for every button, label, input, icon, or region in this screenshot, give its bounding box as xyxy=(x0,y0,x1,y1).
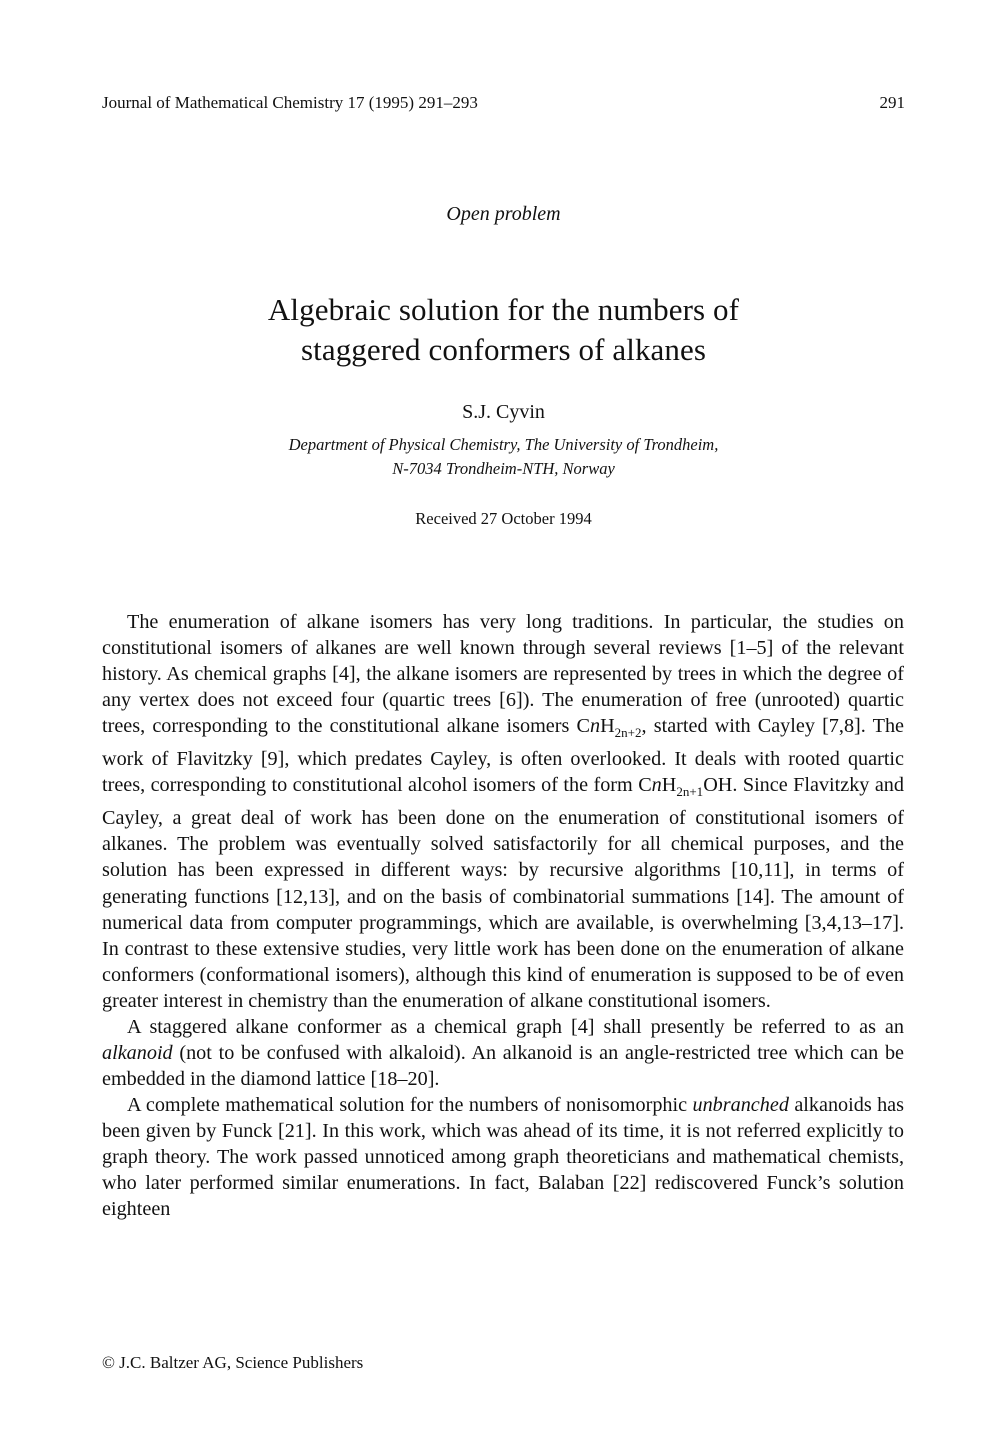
section-label: Open problem xyxy=(446,203,561,225)
paragraph-1-text-b: , started with Cayley [7,8]. The work of Flavitzky [9], which predates Cayley, is often overlooked. It deals with rooted quartic trees, corresponding to constitutional alcohol isomers of the form xyxy=(102,715,904,797)
paragraph-1-text-c: . Since Flavitzky and Cayley, a great deal of work has been done on the enumeration of constitutional isomers of alkanes. The problem was eventually solved satisfactorily for all chemical purposes, and the solution has been expressed in different ways: by recursive algorithms [10,11], in terms of generating functions [12,13], and on the basis of combinatorial summations [14]. The amount of numerical data from computer programmings, which are available, is overwhelming [3,4,13–17]. In contrast to these extensive studies, very little work has been done on the enumeration of alkane conformers (conformational isomers), although this kind of enumeration is supposed to be of even greater interest in chemistry than the enumeration of alkane constitutional isomers. xyxy=(102,774,904,1012)
affiliation-line-2: N-7034 Trondheim-NTH, Norway xyxy=(392,459,615,478)
paragraph-1 xyxy=(102,609,904,1014)
title-line-2: staggered conformers of alkanes xyxy=(300,332,707,367)
formula-alcohol: CnH$_{2n+1}$OH xyxy=(638,774,733,800)
term-unbranched: unbranched xyxy=(692,1093,789,1116)
paragraph-3-text-b: alkanoids has been given by Funck [21]. In this work, which was ahead of its time, it is not referred explicitly to graph theory. The work passed unnoticed among graph theoreticians and mathematical chemists, who later performed similar enumerations. In fact, Balaban [22] rediscovered Funck’s solution eighteen xyxy=(102,1093,904,1221)
running-head: Journal of Mathematical Chemistry 17 (1995) 291–293 xyxy=(102,93,478,112)
author: S.J. Cyvin xyxy=(462,401,545,423)
term-alkanoid: alkanoid xyxy=(102,1041,173,1064)
body-text xyxy=(102,609,904,1222)
paragraph-2-text-b: (not to be confused with alkaloid). An alkanoid is an angle-restricted tree which can be embedded in the diamond lattice [18–20]. xyxy=(102,1041,904,1090)
received-date: Received 27 October 1994 xyxy=(415,509,592,528)
paragraph-3-text-a: A complete mathematical solution for the numbers of nonisomorphic xyxy=(127,1093,693,1116)
page-number: 291 xyxy=(879,93,905,112)
paragraph-2-text-a: A staggered alkane conformer as a chemical graph [4] shall presently be referred to as an xyxy=(127,1015,904,1038)
paragraph-1-text-a: The enumeration of alkane isomers has very long traditions. In particular, the studies on constitutional isomers of alkanes are well known through several reviews [1–5] of the relevant history. As chemical graphs [4], the alkane isomers are represented by trees in which the degree of any vertex does not exceed four (quartic trees [6]). The enumeration of free (unrooted) quartic trees, corresponding to the constitutional alkane isomers xyxy=(102,611,904,738)
title-line-1: Algebraic solution for the numbers of xyxy=(267,292,740,327)
paper-title xyxy=(0,290,1007,370)
formula-alkane: CnH$_{2n+2}$ xyxy=(576,715,642,741)
affiliation xyxy=(0,433,1007,481)
affiliation-line-1: Department of Physical Chemistry, The University of Trondheim, xyxy=(288,435,719,454)
paragraph-3 xyxy=(102,1092,904,1222)
copyright-notice: © J.C. Baltzer AG, Science Publishers xyxy=(102,1353,364,1372)
paragraph-2 xyxy=(102,1014,904,1092)
